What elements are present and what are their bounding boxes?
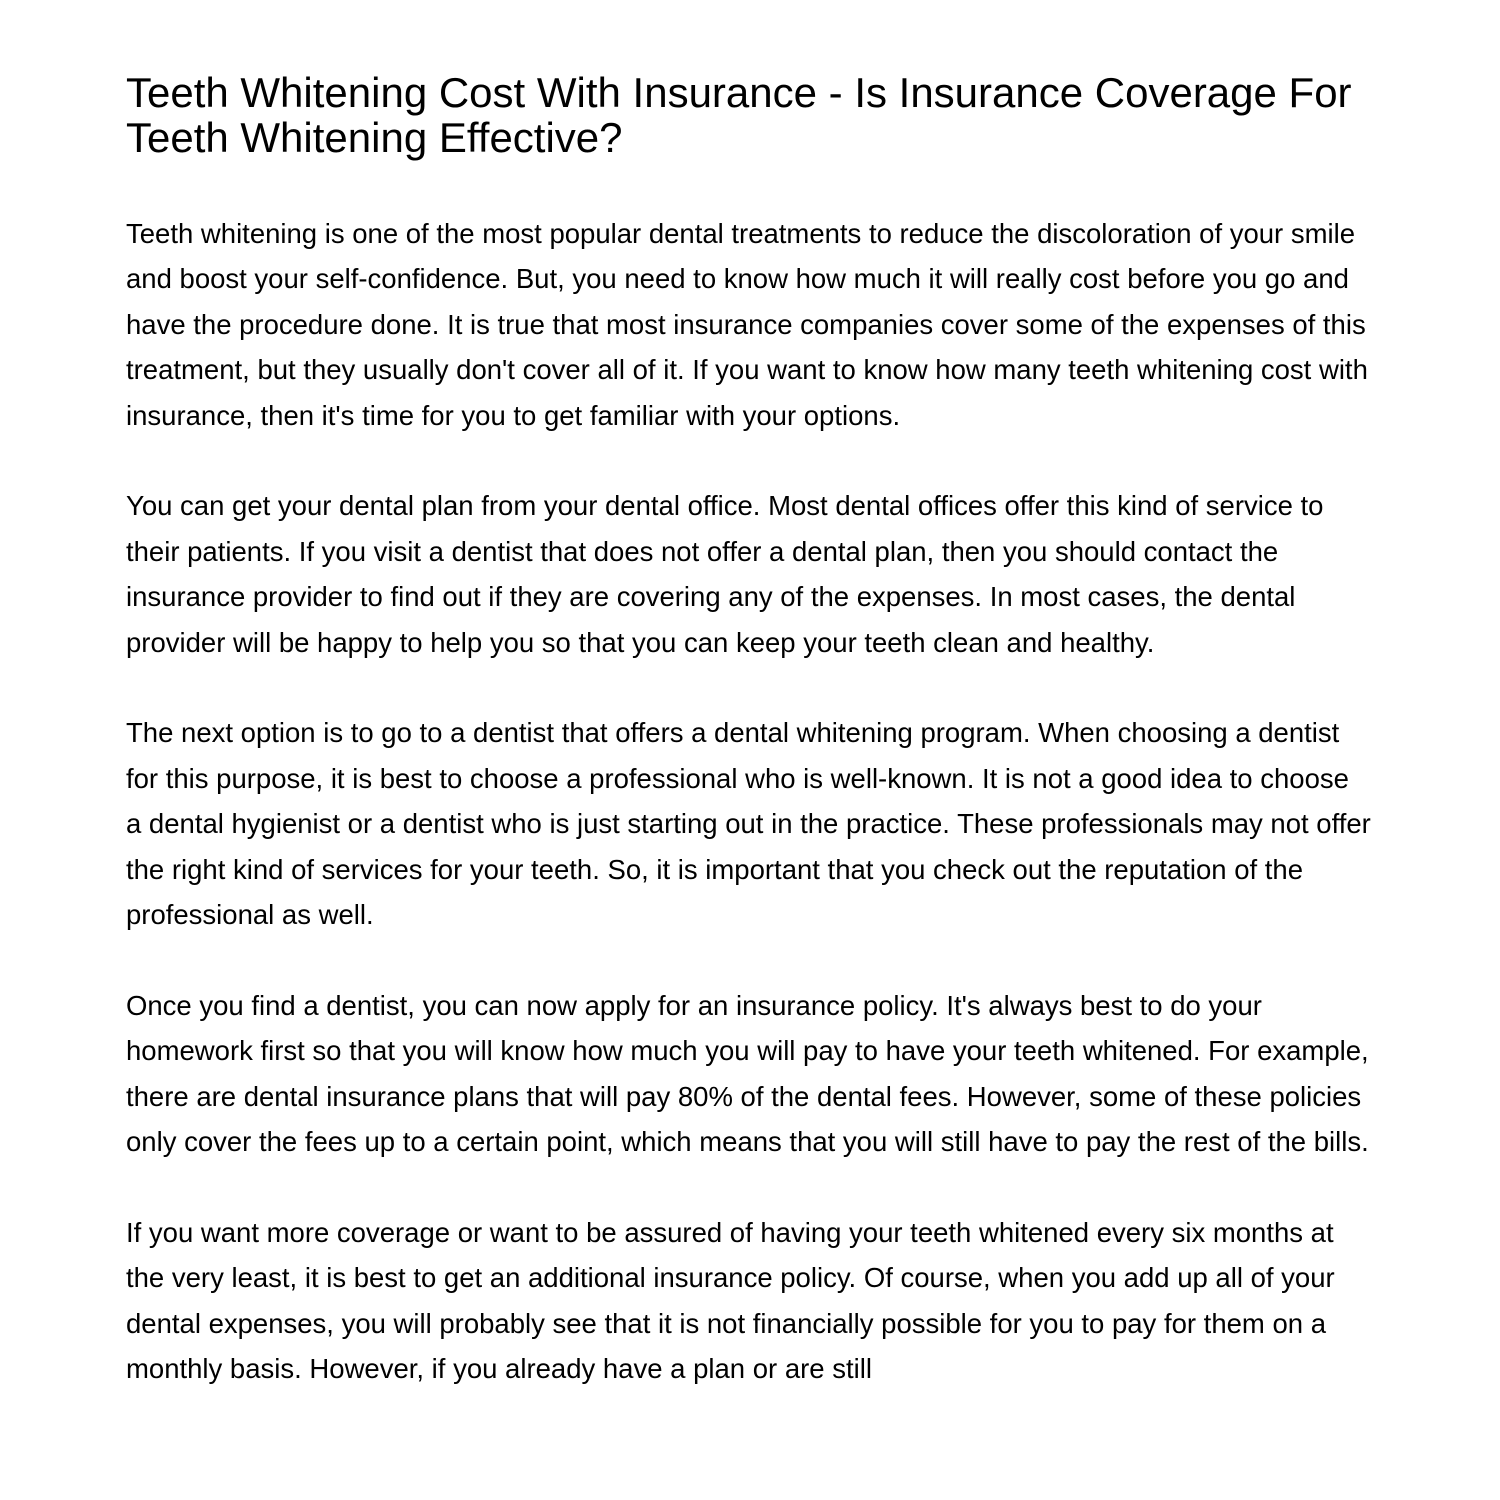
paragraph-3: The next option is to go to a dentist that offers a dental whitening program. When choosing a dentist for this purpose, it is best to choose a professional who is well-known. It is not a good idea to choose a dental hygienist or a dentist who is just starting out in the practice. These professionals may not offer the right kind of services for your teeth. So, it is important that you check out the reputation of the professional as well. [126, 717, 1371, 931]
paragraph-2: You can get your dental plan from your dental office. Most dental offices offer this kind of service to their patients. If you visit a dentist that does not offer a dental plan, then you should contact the insurance provider to find out if they are covering any of the expenses. In most cases, the dental provider will be happy to help you so that you can keep your teeth clean and healthy. [126, 490, 1324, 658]
paragraph-4: Once you find a dentist, you can now apply for an insurance policy. It's always best to do your homework first so that you will know how much you will pay to have your teeth whitened. For example, there are dental insurance plans that will pay 80% of the dental fees. However, some of these policies only cover the fees up to a certain point, which means that you will still have to pay the rest of the bills. [126, 989, 1369, 1158]
paragraph-5: If you want more coverage or want to be assured of having your teeth whitened every six months at the very least, it is best to get an additional insurance policy. Of course, when you add up all of your dental expenses, you will probably see that it is not financially possible for you to pay for them on a monthly basis. However, if you already have a plan or are still [126, 1216, 1335, 1385]
document-content [126, 70, 1371, 1392]
paragraph-1: Teeth whitening is one of the most popular dental treatments to reduce the discoloration of your smile and boost your self-confidence. But, you need to know how much it will really cost before you go and have the procedure done. It is true that most insurance companies cover some of the expenses of this treatment, but they usually don't cover all of it. If you want to know how many teeth whitening cost with insurance, then it's time for you to get familiar with your options. [126, 218, 1368, 431]
page-title: Teeth Whitening Cost With Insurance - Is Insurance Coverage For Teeth Whitening Effective? [126, 69, 1352, 161]
